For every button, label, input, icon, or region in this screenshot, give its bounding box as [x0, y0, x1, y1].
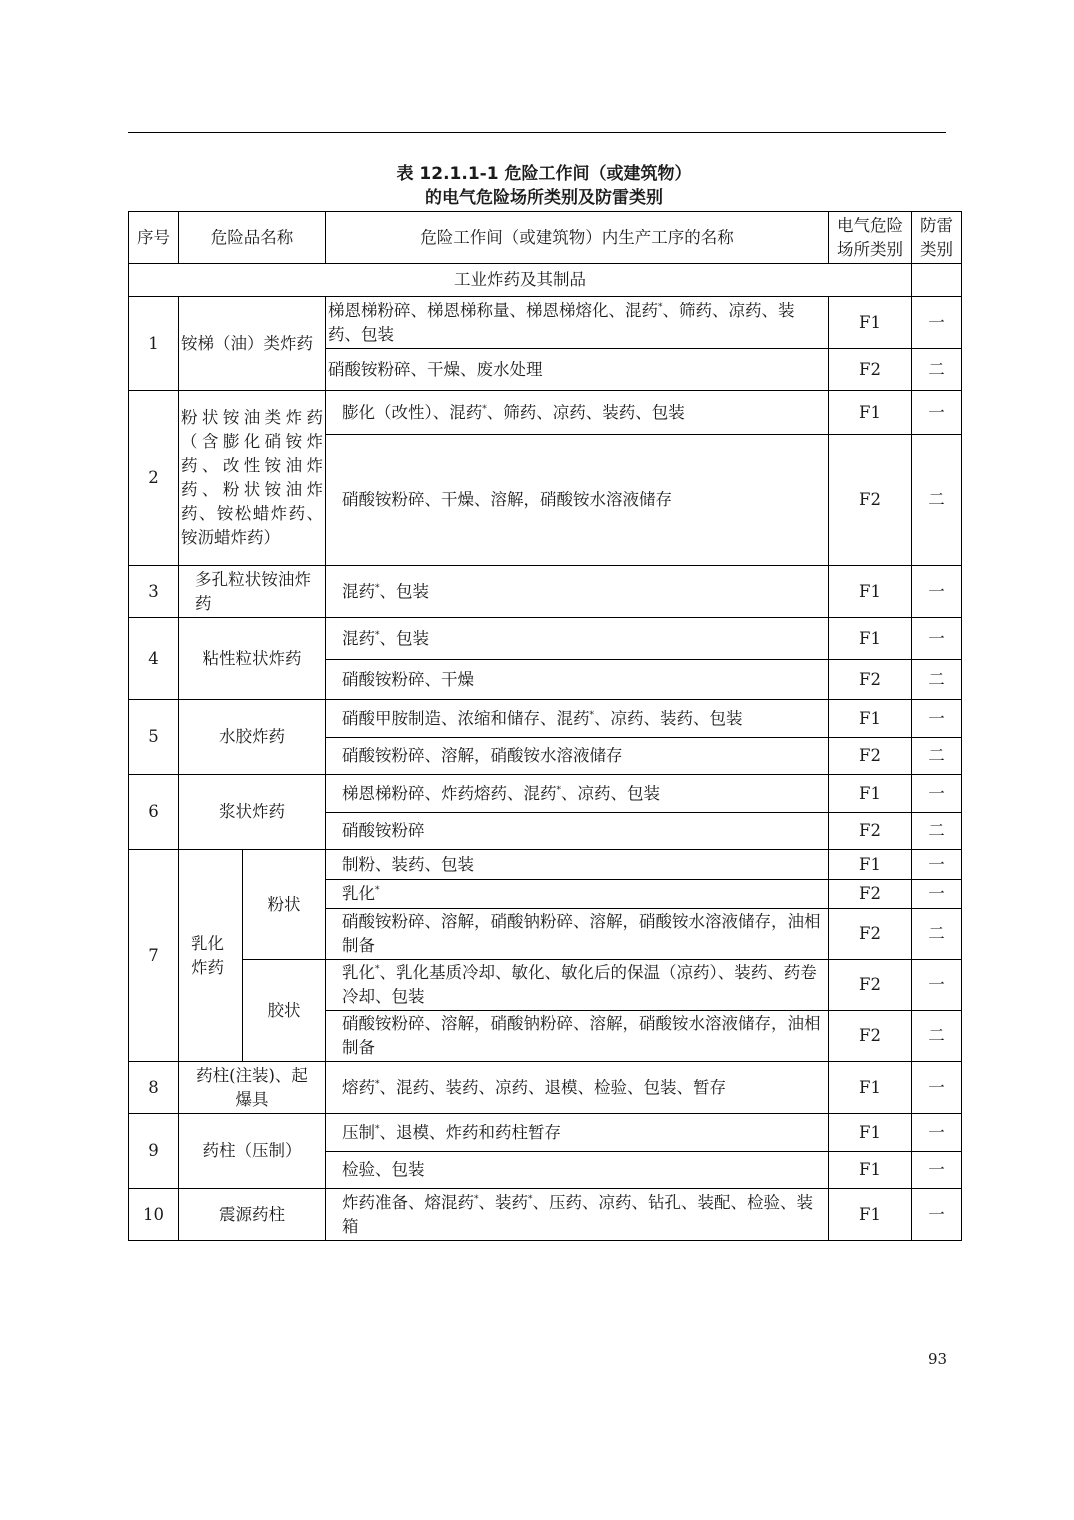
- process-cell: [326, 700, 829, 738]
- header-thunder: 防雷类别: [912, 212, 962, 264]
- hazard-name: 震源药柱: [179, 1189, 326, 1241]
- process-cell: [326, 1189, 829, 1241]
- header-elec: 电气危险场所类别: [829, 212, 912, 264]
- elec-cell: F2: [829, 1011, 912, 1062]
- elec-cell: F1: [829, 297, 912, 349]
- process-text: 、筛药、凉药、装药、包装: [486, 402, 685, 422]
- table-row: [129, 566, 962, 618]
- hazard-table: [128, 211, 962, 1241]
- class-cell: 一: [912, 566, 962, 618]
- asterisk: *: [375, 630, 380, 640]
- process-cell: [326, 1062, 829, 1114]
- row-no: 5: [129, 700, 179, 775]
- process-cell: [326, 391, 829, 435]
- elec-cell: F1: [829, 700, 912, 738]
- elec-cell: F2: [829, 960, 912, 1011]
- class-cell: 二: [912, 349, 962, 391]
- process-text: 乳化: [342, 884, 375, 903]
- asterisk: *: [658, 302, 663, 312]
- table-title-line2: 的电气危险场所类别及防雷类别: [425, 188, 663, 208]
- elec-cell: F1: [829, 1062, 912, 1114]
- process-text: 、凉药、装药、包装: [594, 708, 743, 728]
- class-cell: 一: [912, 1062, 962, 1114]
- class-cell: 二: [912, 660, 962, 700]
- process-cell: [326, 618, 829, 660]
- asterisk: *: [375, 1079, 380, 1089]
- elec-cell: F2: [829, 349, 912, 391]
- elec-cell: F1: [829, 391, 912, 435]
- asterisk: *: [528, 1194, 533, 1204]
- process-cell: [326, 566, 829, 618]
- page-number: 93: [928, 1350, 948, 1368]
- process-text: 梯恩梯粉碎、炸药熔药、混药: [342, 783, 557, 803]
- sub-category: 粉状: [243, 850, 326, 960]
- row-no: 3: [129, 566, 179, 618]
- process-text: 、包装: [379, 581, 429, 601]
- elec-cell: F2: [829, 738, 912, 775]
- class-cell: 一: [912, 297, 962, 349]
- row-no: 10: [129, 1189, 179, 1241]
- asterisk: *: [556, 785, 561, 795]
- table-title-line1: 表 12.1.1-1 危险工作间（或建筑物）: [396, 164, 692, 184]
- process-cell: 硝酸铵粉碎、溶解，硝酸铵水溶液储存: [326, 738, 829, 775]
- process-text: 压制: [342, 1122, 375, 1142]
- header-row: [129, 212, 962, 264]
- hazard-name: 粘性粒状炸药: [179, 618, 326, 700]
- process-cell: 检验、包装: [326, 1152, 829, 1189]
- row-no: 8: [129, 1062, 179, 1114]
- process-text: 熔药: [342, 1077, 375, 1097]
- class-cell: 二: [912, 435, 962, 566]
- class-cell: 一: [912, 1152, 962, 1189]
- process-cell: 硝酸铵粉碎、干燥: [326, 660, 829, 700]
- section-empty: [912, 264, 962, 297]
- row-no: 2: [129, 391, 179, 566]
- process-cell: [326, 1114, 829, 1152]
- table-row: [129, 1189, 962, 1241]
- process-cell: 硝酸铵粉碎: [326, 813, 829, 850]
- class-cell: 一: [912, 618, 962, 660]
- elec-cell: F1: [829, 1152, 912, 1189]
- class-cell: 二: [912, 909, 962, 960]
- process-cell: [326, 960, 829, 1011]
- table-row: [129, 775, 962, 813]
- sub-category: 胶状: [243, 960, 326, 1062]
- class-cell: 二: [912, 738, 962, 775]
- table-row: [129, 391, 962, 435]
- process-cell: 硝酸铵粉碎、溶解，硝酸钠粉碎、溶解，硝酸铵水溶液储存，油相制备: [326, 1011, 829, 1062]
- class-cell: 一: [912, 1114, 962, 1152]
- row-no: 9: [129, 1114, 179, 1189]
- process-text: 炸药准备、熔混药: [342, 1192, 474, 1212]
- row-no: 6: [129, 775, 179, 850]
- process-cell: 硝酸铵粉碎、干燥、溶解，硝酸铵水溶液储存: [326, 435, 829, 566]
- hazard-name: 浆状炸药: [179, 775, 326, 850]
- elec-cell: F1: [829, 566, 912, 618]
- class-cell: 二: [912, 813, 962, 850]
- process-text: 硝酸甲胺制造、浓缩和储存、混药: [342, 708, 590, 728]
- top-rule: [128, 132, 946, 133]
- process-text: 、混药、装药、凉药、退模、检验、包装、暂存: [379, 1077, 726, 1097]
- header-process: 危险工作间（或建筑物）内生产工序的名称: [326, 212, 829, 264]
- process-text: 膨化（改性）、混药: [342, 402, 483, 422]
- class-cell: 一: [912, 880, 962, 909]
- hazard-name: 乳化炸药: [179, 850, 243, 1062]
- process-text: 、乳化基质冷却、敏化、敏化后的保温（凉药）、装药、药卷冷却、包装: [342, 963, 817, 1006]
- hazard-name: 药柱（压制）: [179, 1114, 326, 1189]
- row-no: 4: [129, 618, 179, 700]
- elec-cell: F2: [829, 813, 912, 850]
- header-no: 序号: [129, 212, 179, 264]
- process-cell: 硝酸铵粉碎、溶解，硝酸钠粉碎、溶解，硝酸铵水溶液储存，油相制备: [326, 909, 829, 960]
- process-text: 、凉药、包装: [561, 783, 660, 803]
- table-row: [129, 297, 962, 349]
- class-cell: 一: [912, 960, 962, 1011]
- table-row: [129, 700, 962, 738]
- class-cell: 二: [912, 1011, 962, 1062]
- elec-cell: F2: [829, 660, 912, 700]
- hazard-name: 水胶炸药: [179, 700, 326, 775]
- asterisk: *: [474, 1194, 479, 1204]
- hazard-name: 粉状铵油类炸药（含膨化硝铵炸药、改性铵油炸药、粉状铵油炸药、铵松蜡炸药、铵沥蜡炸药）: [179, 391, 326, 566]
- asterisk: *: [375, 964, 380, 975]
- hazard-name: 多孔粒状铵油炸药: [179, 566, 326, 618]
- class-cell: 一: [912, 1189, 962, 1241]
- process-cell: 制粉、装药、包装: [326, 850, 829, 880]
- process-cell: 硝酸铵粉碎、干燥、废水处理: [326, 349, 829, 391]
- elec-cell: F2: [829, 880, 912, 909]
- process-text: 、包装: [379, 628, 429, 648]
- process-text: 、装药: [478, 1192, 528, 1212]
- process-text: 乳化: [342, 963, 375, 982]
- section-label: 工业炸药及其制品: [129, 264, 912, 297]
- elec-cell: F1: [829, 1189, 912, 1241]
- class-cell: 一: [912, 775, 962, 813]
- row-no: 7: [129, 850, 179, 1062]
- table-row: [129, 960, 962, 1011]
- asterisk: *: [375, 1124, 380, 1134]
- table-row: [129, 850, 962, 880]
- class-cell: 一: [912, 391, 962, 435]
- asterisk: *: [375, 885, 380, 896]
- asterisk: *: [375, 583, 380, 593]
- process-text: 、退模、炸药和药柱暂存: [379, 1122, 561, 1142]
- table-row: [129, 1062, 962, 1114]
- asterisk: *: [589, 710, 594, 720]
- class-cell: 一: [912, 700, 962, 738]
- process-text: 、压药、凉药、钻孔、装配、检验、装箱: [342, 1192, 813, 1236]
- elec-cell: F1: [829, 618, 912, 660]
- table-row: [129, 1114, 962, 1152]
- process-text: 、筛药、凉药、装药、包装: [328, 300, 795, 344]
- row-no: 1: [129, 297, 179, 391]
- elec-cell: F1: [829, 850, 912, 880]
- process-cell: [326, 880, 829, 909]
- table-row: [129, 618, 962, 660]
- process-cell: [326, 775, 829, 813]
- hazard-name: 药柱(注装)、起爆具: [179, 1062, 326, 1114]
- class-cell: 一: [912, 850, 962, 880]
- process-cell: [326, 297, 829, 349]
- elec-cell: F1: [829, 1114, 912, 1152]
- elec-cell: F1: [829, 775, 912, 813]
- hazard-name: 铵梯（油）类炸药: [179, 297, 326, 391]
- header-name: 危险品名称: [179, 212, 326, 264]
- section-row: [129, 264, 962, 297]
- elec-cell: F2: [829, 909, 912, 960]
- elec-cell: F2: [829, 435, 912, 566]
- process-text: 混药: [342, 581, 375, 601]
- process-text: 梯恩梯粉碎、梯恩梯称量、梯恩梯熔化、混药: [328, 300, 658, 320]
- asterisk: *: [482, 404, 487, 414]
- process-text: 混药: [342, 628, 375, 648]
